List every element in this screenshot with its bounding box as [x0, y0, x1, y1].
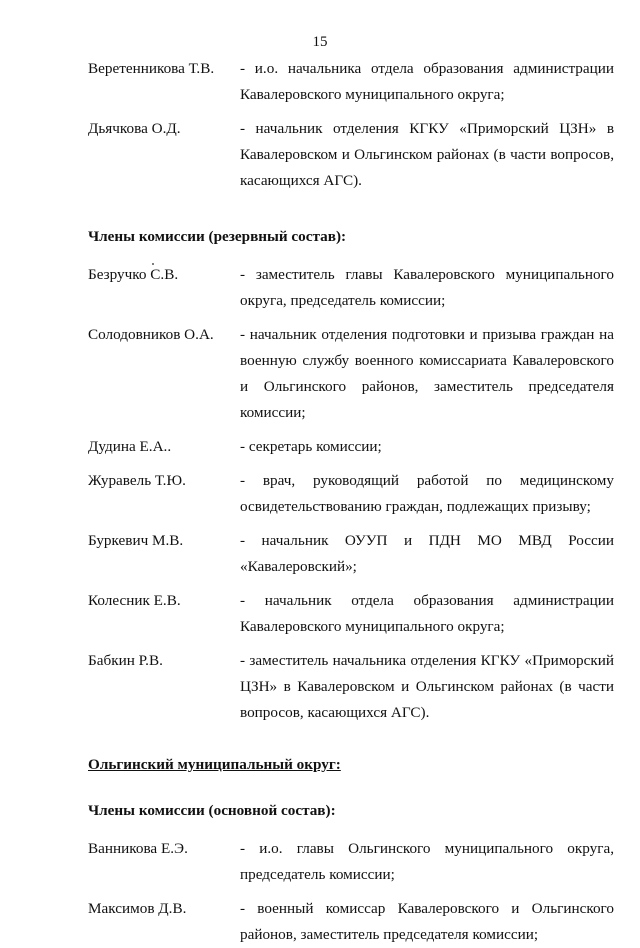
section-heading-reserve: Члены комиссии (резервный состав): — [88, 228, 347, 245]
member-position: - начальник отдела образования администрации Кавалеровского муниципального округа; — [240, 592, 614, 635]
section-heading-main: Члены комиссии (основной состав): — [88, 802, 336, 819]
member-row — [88, 528, 614, 580]
section-heading-district: Ольгинский муниципальный округ: — [88, 756, 341, 773]
member-row — [88, 116, 614, 194]
member-name: Веретенникова Т.В. — [88, 60, 215, 77]
member-row — [88, 896, 614, 948]
member-position: - и.о. главы Ольгинского муниципального округа, председатель комиссии; — [240, 840, 614, 883]
member-position: - начальник ОУУП и ПДН МО МВД России «Кавалеровский»; — [240, 532, 614, 575]
member-position: - секретарь комиссии; — [240, 438, 382, 455]
member-name: Колесник Е.В. — [88, 592, 181, 609]
member-row — [88, 56, 614, 108]
member-row — [88, 434, 614, 460]
member-row — [88, 468, 614, 520]
member-name: Дудина Е.А.. — [88, 438, 172, 455]
member-position: - начальник отделения КГКУ «Приморский ЦЗН» в Кавалеровском и Ольгинском районах (в части вопросов, касающихся АГС). — [240, 120, 614, 189]
member-position: - врач, руководящий работой по медицинскому освидетельствованию граждан, подлежащих призыву; — [240, 472, 614, 515]
member-name: Журавель Т.Ю. — [88, 472, 186, 489]
member-name: Буркевич М.В. — [88, 532, 184, 549]
member-position: - заместитель главы Кавалеровского муниципального округа, председатель комиссии; — [240, 266, 614, 309]
page-number: 15 — [312, 34, 328, 50]
member-name: Максимов Д.В. — [88, 900, 187, 917]
member-position: - и.о. начальника отдела образования администрации Кавалеровского муниципального округа; — [240, 60, 614, 103]
member-row — [88, 836, 614, 888]
member-name: Безручко С.В. — [88, 266, 179, 283]
member-name: Бабкин Р.В. — [88, 652, 163, 669]
document-body — [88, 56, 614, 948]
member-position: - военный комиссар Кавалеровского и Ольгинского районов, заместитель председателя комиссии; — [240, 900, 614, 943]
member-name: Дьячкова О.Д. — [88, 120, 181, 137]
member-row — [88, 322, 614, 426]
member-name: Солодовников О.А. — [88, 326, 214, 343]
member-name: Ванникова Е.Э. — [88, 840, 188, 857]
member-row — [88, 648, 614, 726]
member-position: - заместитель начальника отделения КГКУ «Приморский ЦЗН» в Кавалеровском и Ольгинском районах (в части вопросов, касающихся АГС). — [240, 652, 614, 721]
member-row — [88, 588, 614, 640]
member-row — [88, 262, 614, 314]
member-position: - начальник отделения подготовки и призыва граждан на военную службу военного комиссариата Кавалеровского и Ольгинского районов, заместитель председателя комиссии; — [240, 326, 614, 421]
